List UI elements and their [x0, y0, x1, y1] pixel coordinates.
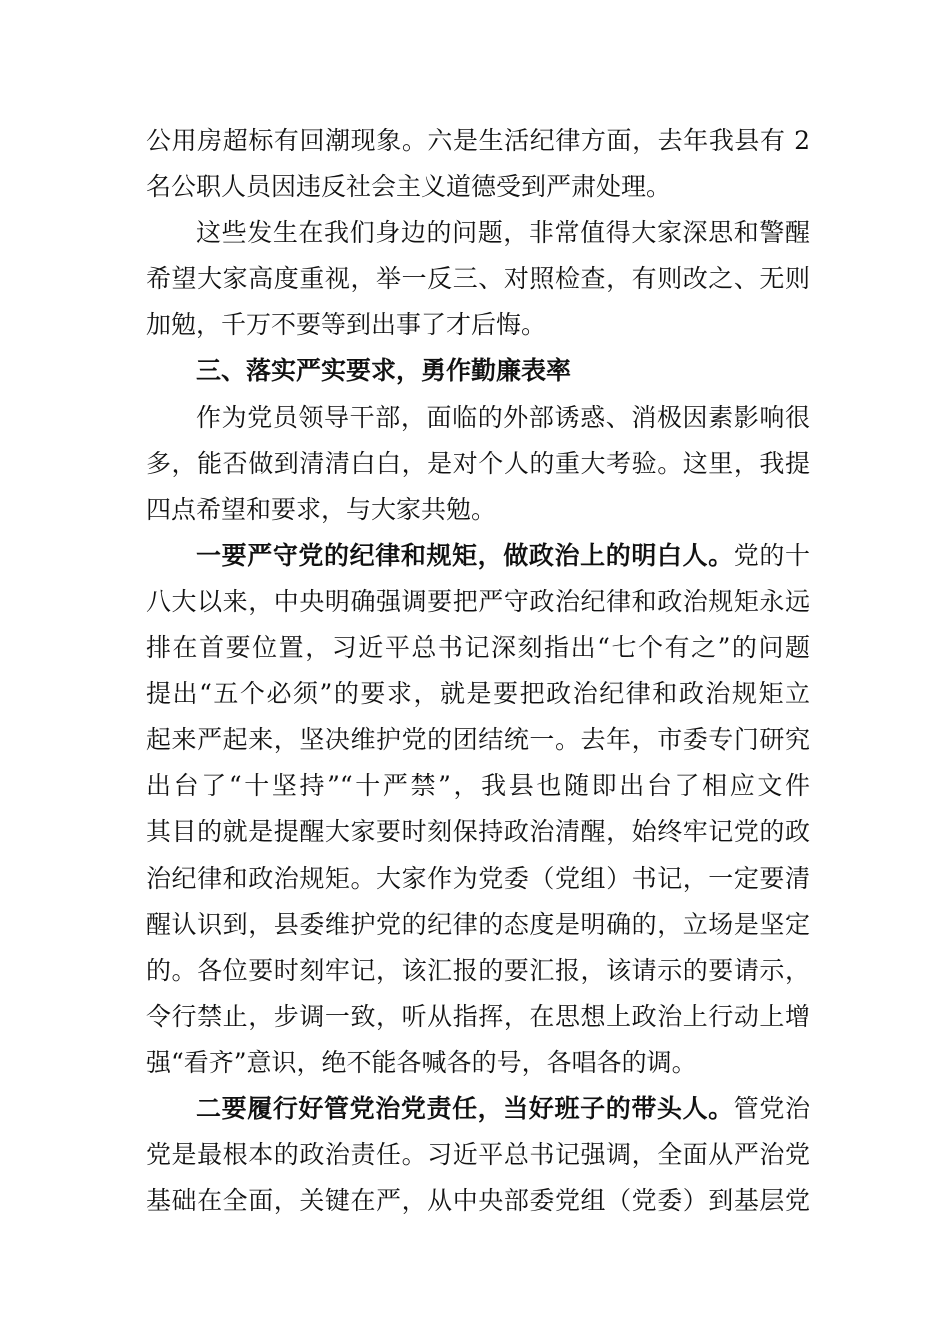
document-body [146, 118, 810, 1224]
text-line: 多，能否做到清清白白，是对个人的重大考验。这里，我提 [146, 448, 810, 478]
paragraph-4 [146, 533, 810, 1086]
text-line: 这些发生在我们身边的问题，非常值得大家深思和警醒 [196, 218, 810, 248]
text-line: 治纪律和政治规矩。大家作为党委（党组）书记，一定要清 [146, 863, 810, 893]
paragraph-lead: 二要履行好管党治党责任，当好班子的带头人。 [196, 1093, 734, 1123]
paragraph-5 [146, 1086, 810, 1224]
text-line: 基础在全面，关键在严，从中央部委党组（党委）到基层党 [146, 1186, 810, 1216]
paragraph-2 [146, 210, 810, 348]
paragraph-lead: 一要严守党的纪律和规矩，做政治上的明白人。 [196, 540, 734, 570]
text-line: 八大以来，中央明确强调要把严守政治纪律和政治规矩永远 [146, 586, 810, 616]
text-fragment: 党的十 [733, 540, 810, 570]
section-heading: 三、落实严实要求，勇作勤廉表率 [196, 356, 572, 386]
text-line: 名公职人员因违反社会主义道德受到严肃处理。 [146, 172, 672, 202]
text-line: 其目的就是提醒大家要时刻保持政治清醒，始终牢记党的政 [146, 817, 810, 847]
paragraph-1 [146, 118, 810, 210]
text-line [146, 1086, 810, 1132]
text-line: 提出“五个必须”的要求，就是要把政治纪律和政治规矩立 [146, 679, 810, 709]
text-line: 希望大家高度重视，举一反三、对照检查，有则改之、无则 [146, 264, 810, 294]
paragraph-3 [146, 395, 810, 533]
text-line: 强“看齐”意识，绝不能各喊各的号，各唱各的调。 [146, 1047, 697, 1077]
text-line: 醒认识到，县委维护党的纪律的态度是明确的，立场是坚定 [146, 909, 810, 939]
text-line: 公用房超标有回潮现象。六是生活纪律方面，去年我县有 2 [146, 126, 810, 155]
text-line: 排在首要位置，习近平总书记深刻指出“七个有之”的问题 [146, 633, 810, 663]
text-fragment: 管党治 [733, 1093, 810, 1123]
text-line: 四点希望和要求，与大家共勉。 [146, 494, 497, 524]
text-line: 的。各位要时刻牢记，该汇报的要汇报，该请示的要请示， [146, 955, 810, 985]
text-line: 党是最根本的政治责任。习近平总书记强调，全面从严治党 [146, 1140, 810, 1170]
text-line: 作为党员领导干部，面临的外部诱惑、消极因素影响很 [196, 402, 810, 432]
text-line: 令行禁止，步调一致，听从指挥，在思想上政治上行动上增 [146, 1001, 810, 1031]
text-line: 出台了“十坚持”“十严禁”，我县也随即出台了相应文件 [146, 771, 810, 801]
text-line: 起来严起来，坚决维护党的团结统一。去年，市委专门研究 [146, 725, 810, 755]
section-heading-3 [146, 348, 810, 394]
text-line [146, 533, 810, 579]
text-line: 加勉，千万不要等到出事了才后悔。 [146, 310, 547, 340]
